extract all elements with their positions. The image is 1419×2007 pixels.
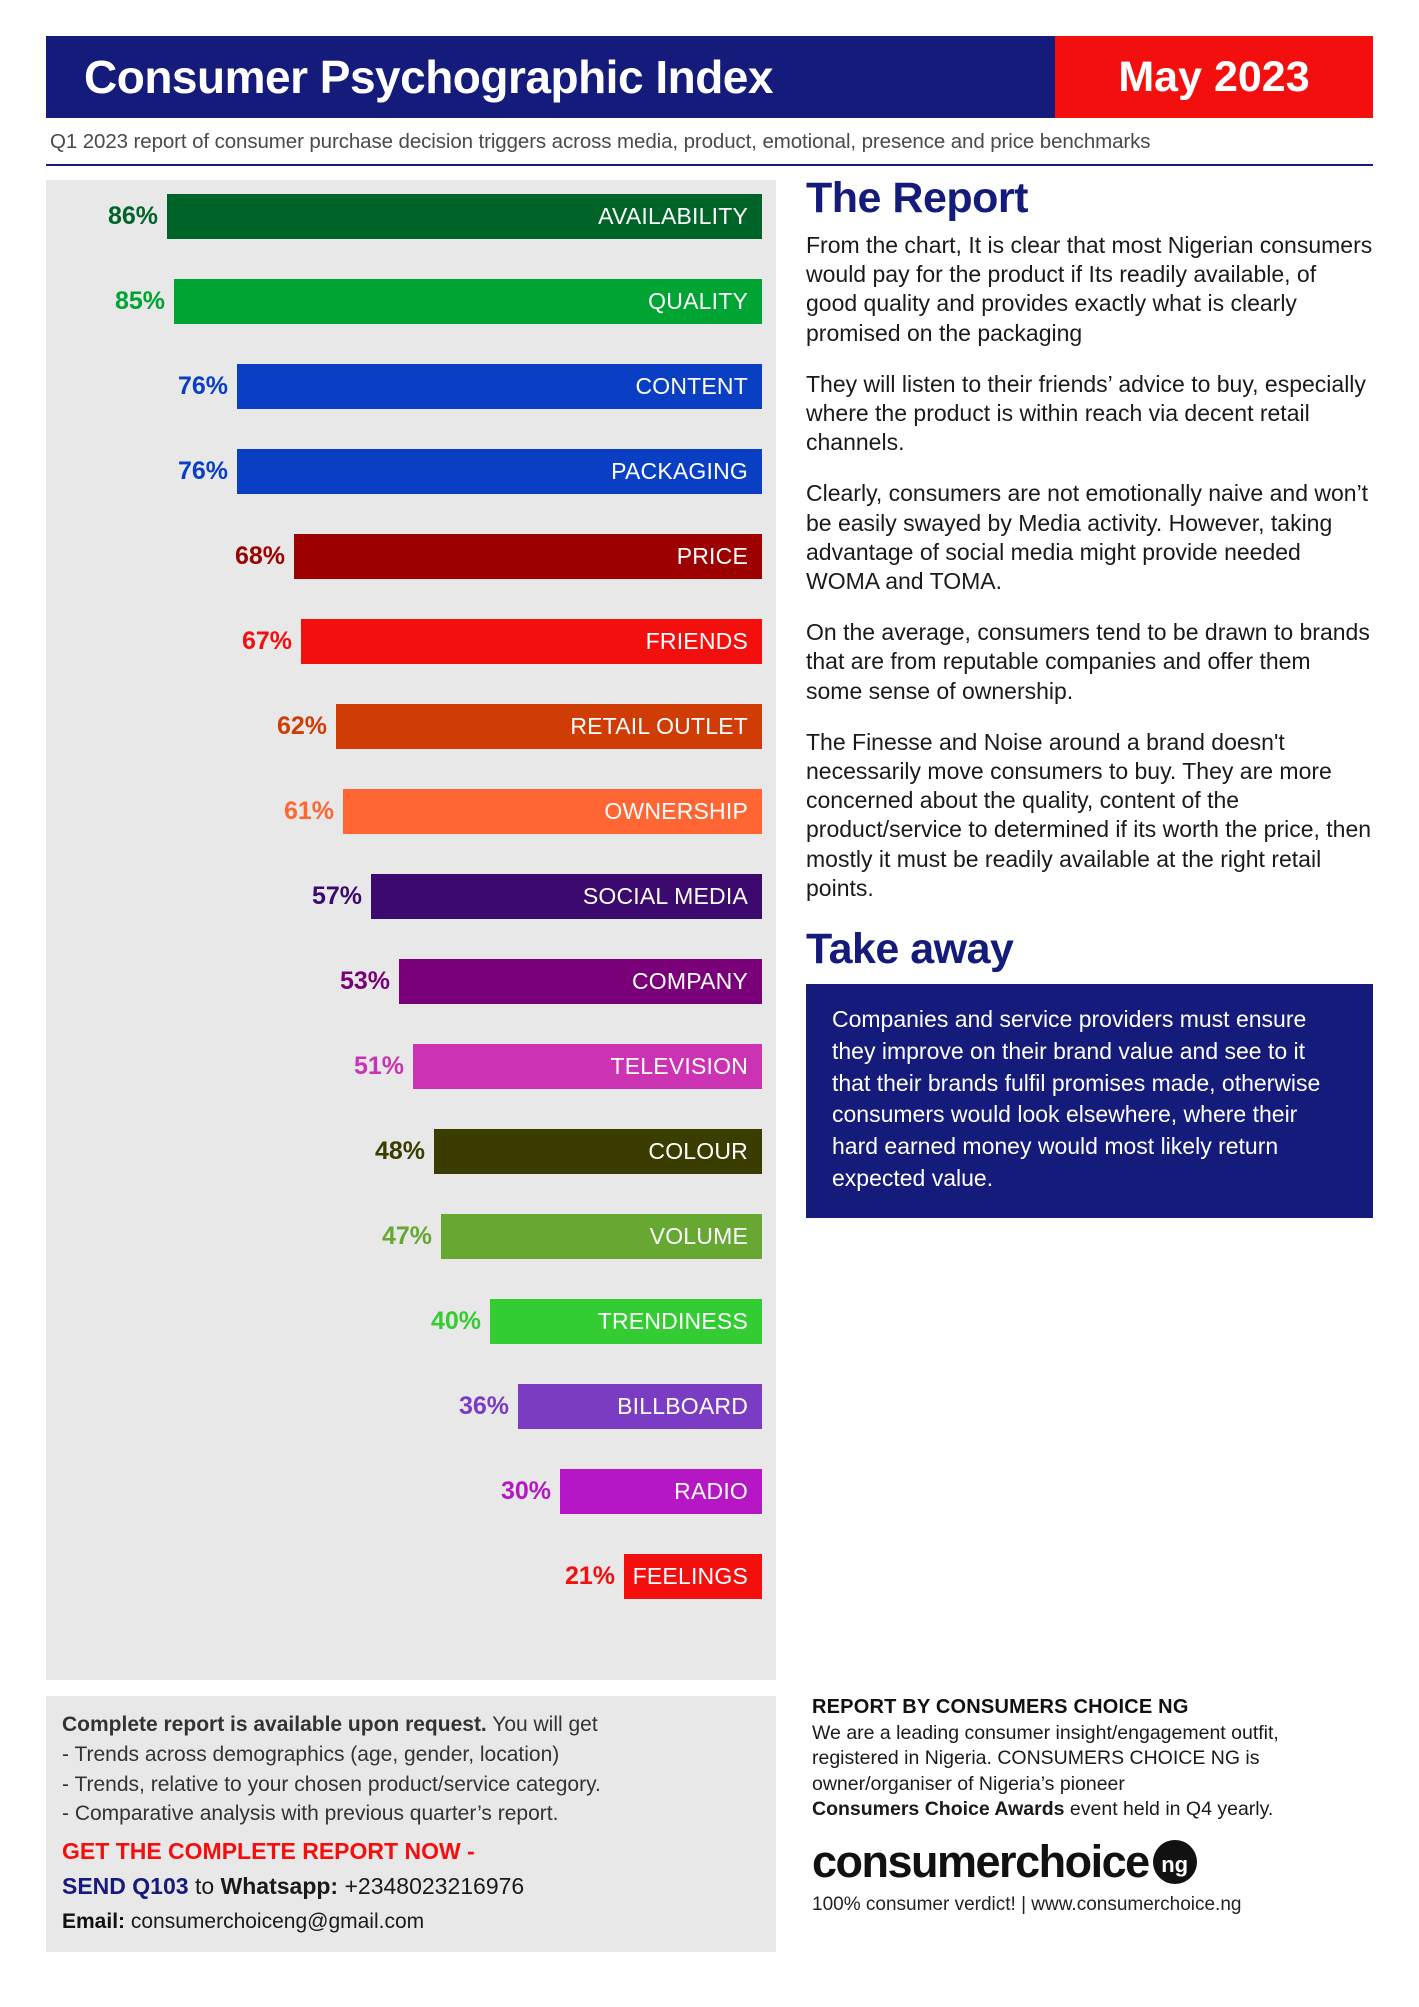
bar-row: [60, 1044, 762, 1089]
bar-value-label: 47%: [381, 1222, 432, 1250]
page-subtitle: Q1 2023 report of consumer purchase decision triggers across media, product, emotional, presence and price benchmarks: [46, 118, 1373, 166]
bar-category-label: FRIENDS: [301, 619, 762, 664]
footer-email-value: consumerchoiceng@gmail.com: [125, 1909, 425, 1933]
report-paragraphs: [806, 231, 1373, 903]
bar-category-label: RETAIL OUTLET: [336, 704, 762, 749]
report-paragraph: They will listen to their friends’ advice to buy, especially where the product is within reach via decent retail channels.: [806, 370, 1366, 456]
bar-category-label: COMPANY: [399, 959, 762, 1004]
takeaway-box: Companies and service providers must ensure they improve on their brand value and see to it that their brands fulfil promises made, otherwise consumers would look elsewhere, where their hard earned money would most likely return expected value.: [806, 984, 1373, 1218]
bar-row: [60, 449, 762, 494]
footer-email-line: [62, 1907, 760, 1937]
footer-bullet: - Trends across demographics (age, gender, location): [62, 1742, 560, 1766]
bar-value-label: 21%: [564, 1562, 615, 1590]
bar-row: [60, 1554, 762, 1599]
footer-bullet: - Trends, relative to your chosen product/service category.: [62, 1772, 601, 1796]
footer-send-number: +2348023216976: [338, 1872, 525, 1899]
bar-category-label: COLOUR: [434, 1129, 762, 1174]
bar-row: [60, 704, 762, 749]
bar-category-label: FEELINGS: [624, 1554, 762, 1599]
bar-row: [60, 279, 762, 324]
chart-column: [46, 180, 776, 1680]
bar-row: [60, 1384, 762, 1429]
bar-category-label: RADIO: [560, 1469, 762, 1514]
page-title: Consumer Psychographic Index: [46, 36, 1055, 118]
bar-row: [60, 874, 762, 919]
bar-row: [60, 1214, 762, 1259]
bar-category-label: PACKAGING: [237, 449, 762, 494]
report-paragraph: The Finesse and Noise around a brand doesn't necessarily move consumers to buy. They are more concerned about the quality, content of the product/service to determined if its worth the price, then mostly it must be readily available at the right retail points.: [806, 728, 1372, 901]
logo-ng-badge: ng: [1153, 1840, 1197, 1884]
footer-offer-panel: [46, 1696, 776, 1952]
bar-value-label: 48%: [374, 1137, 425, 1165]
footer-about-panel: [806, 1696, 1373, 1952]
text-column: [806, 174, 1373, 1680]
footer-send-code: SEND Q103: [62, 1872, 189, 1899]
bar-row: [60, 1469, 762, 1514]
footer-email-label: Email:: [62, 1909, 126, 1933]
bar-value-label: 76%: [177, 372, 228, 400]
bar-row: [60, 619, 762, 664]
bar-category-label: PRICE: [294, 534, 762, 579]
bar-row: [60, 959, 762, 1004]
footer-headline-bold: Complete report is available upon request.: [62, 1713, 487, 1736]
takeaway-section-title: Take away: [806, 925, 1014, 974]
footer: [46, 1696, 1373, 1952]
bar-value-label: 61%: [283, 797, 334, 825]
bar-category-label: TRENDINESS: [490, 1299, 762, 1344]
about-line-3: owner/organiser of Nigeria’s pioneer: [812, 1772, 1125, 1795]
bar-value-label: 76%: [177, 457, 228, 485]
bar-row: [60, 1299, 762, 1344]
brand-logo: [812, 1836, 1373, 1888]
bar-category-label: BILLBOARD: [518, 1384, 762, 1429]
bar-value-label: 85%: [114, 287, 165, 315]
bar-value-label: 57%: [311, 882, 362, 910]
footer-headline-rest: You will get: [486, 1713, 598, 1736]
about-line-4: event held in Q4 yearly.: [1064, 1798, 1274, 1821]
bar-value-label: 62%: [276, 712, 327, 740]
footer-send-channel: Whatsapp:: [220, 1872, 339, 1899]
about-awards-bold: Consumers Choice Awards: [812, 1798, 1065, 1821]
bar-row: [60, 789, 762, 834]
bar-chart: [46, 180, 776, 1680]
bar-value-label: 36%: [458, 1392, 509, 1420]
body-columns: [46, 174, 1373, 1680]
bar-value-label: 53%: [339, 967, 390, 995]
bar-value-label: 86%: [107, 202, 158, 230]
about-line-1: We are a leading consumer insight/engagement outfit,: [812, 1722, 1279, 1744]
report-paragraph: On the average, consumers tend to be drawn to brands that are from reputable companies and offer them some sense of ownership.: [806, 619, 1370, 704]
report-date-badge: May 2023: [1055, 36, 1373, 118]
report-paragraph: Clearly, consumers are not emotionally naive and won’t be easily swayed by Media activity. However, taking advantage of social media might provide needed WOMA and TOMA.: [806, 480, 1369, 595]
footer-whatsapp-line: [62, 1870, 760, 1903]
bar-row: [60, 534, 762, 579]
report-paragraph: From the chart, It is clear that most Nigerian consumers would pay for the product if Its readily available, of good quality and provides exactly what is clearly promised on the packaging: [806, 232, 1373, 346]
bar-category-label: TELEVISION: [413, 1044, 762, 1089]
bar-value-label: 40%: [430, 1307, 481, 1335]
footer-bullet: - Comparative analysis with previous quarter’s report.: [62, 1802, 559, 1826]
logo-wordmark: consumerchoice: [812, 1836, 1149, 1888]
footer-cta: GET THE COMPLETE REPORT NOW -: [62, 1838, 475, 1865]
bar-category-label: VOLUME: [441, 1214, 762, 1259]
bar-category-label: OWNERSHIP: [343, 789, 762, 834]
bar-value-label: 51%: [353, 1052, 404, 1080]
bar-category-label: QUALITY: [174, 279, 762, 324]
bar-value-label: 68%: [234, 542, 285, 570]
bar-category-label: SOCIAL MEDIA: [371, 874, 762, 919]
report-section-title: The Report: [806, 174, 1028, 222]
bar-row: [60, 194, 762, 239]
bar-row: [60, 364, 762, 409]
bar-category-label: AVAILABILITY: [167, 194, 762, 239]
bar-value-label: 67%: [241, 627, 292, 655]
brand-tagline: 100% consumer verdict! | www.consumerchoice.ng: [812, 1894, 1242, 1916]
footer-send-to: to: [188, 1872, 221, 1899]
bar-value-label: 30%: [500, 1477, 551, 1505]
about-title: REPORT BY CONSUMERS CHOICE NG: [812, 1696, 1189, 1718]
header: [46, 36, 1373, 118]
footer-headline: [62, 1710, 760, 1740]
about-line-2: registered in Nigeria. CONSUMERS CHOICE NG is: [812, 1747, 1260, 1770]
bar-category-label: CONTENT: [237, 364, 762, 409]
bar-row: [60, 1129, 762, 1174]
about-text: [812, 1721, 1373, 1822]
